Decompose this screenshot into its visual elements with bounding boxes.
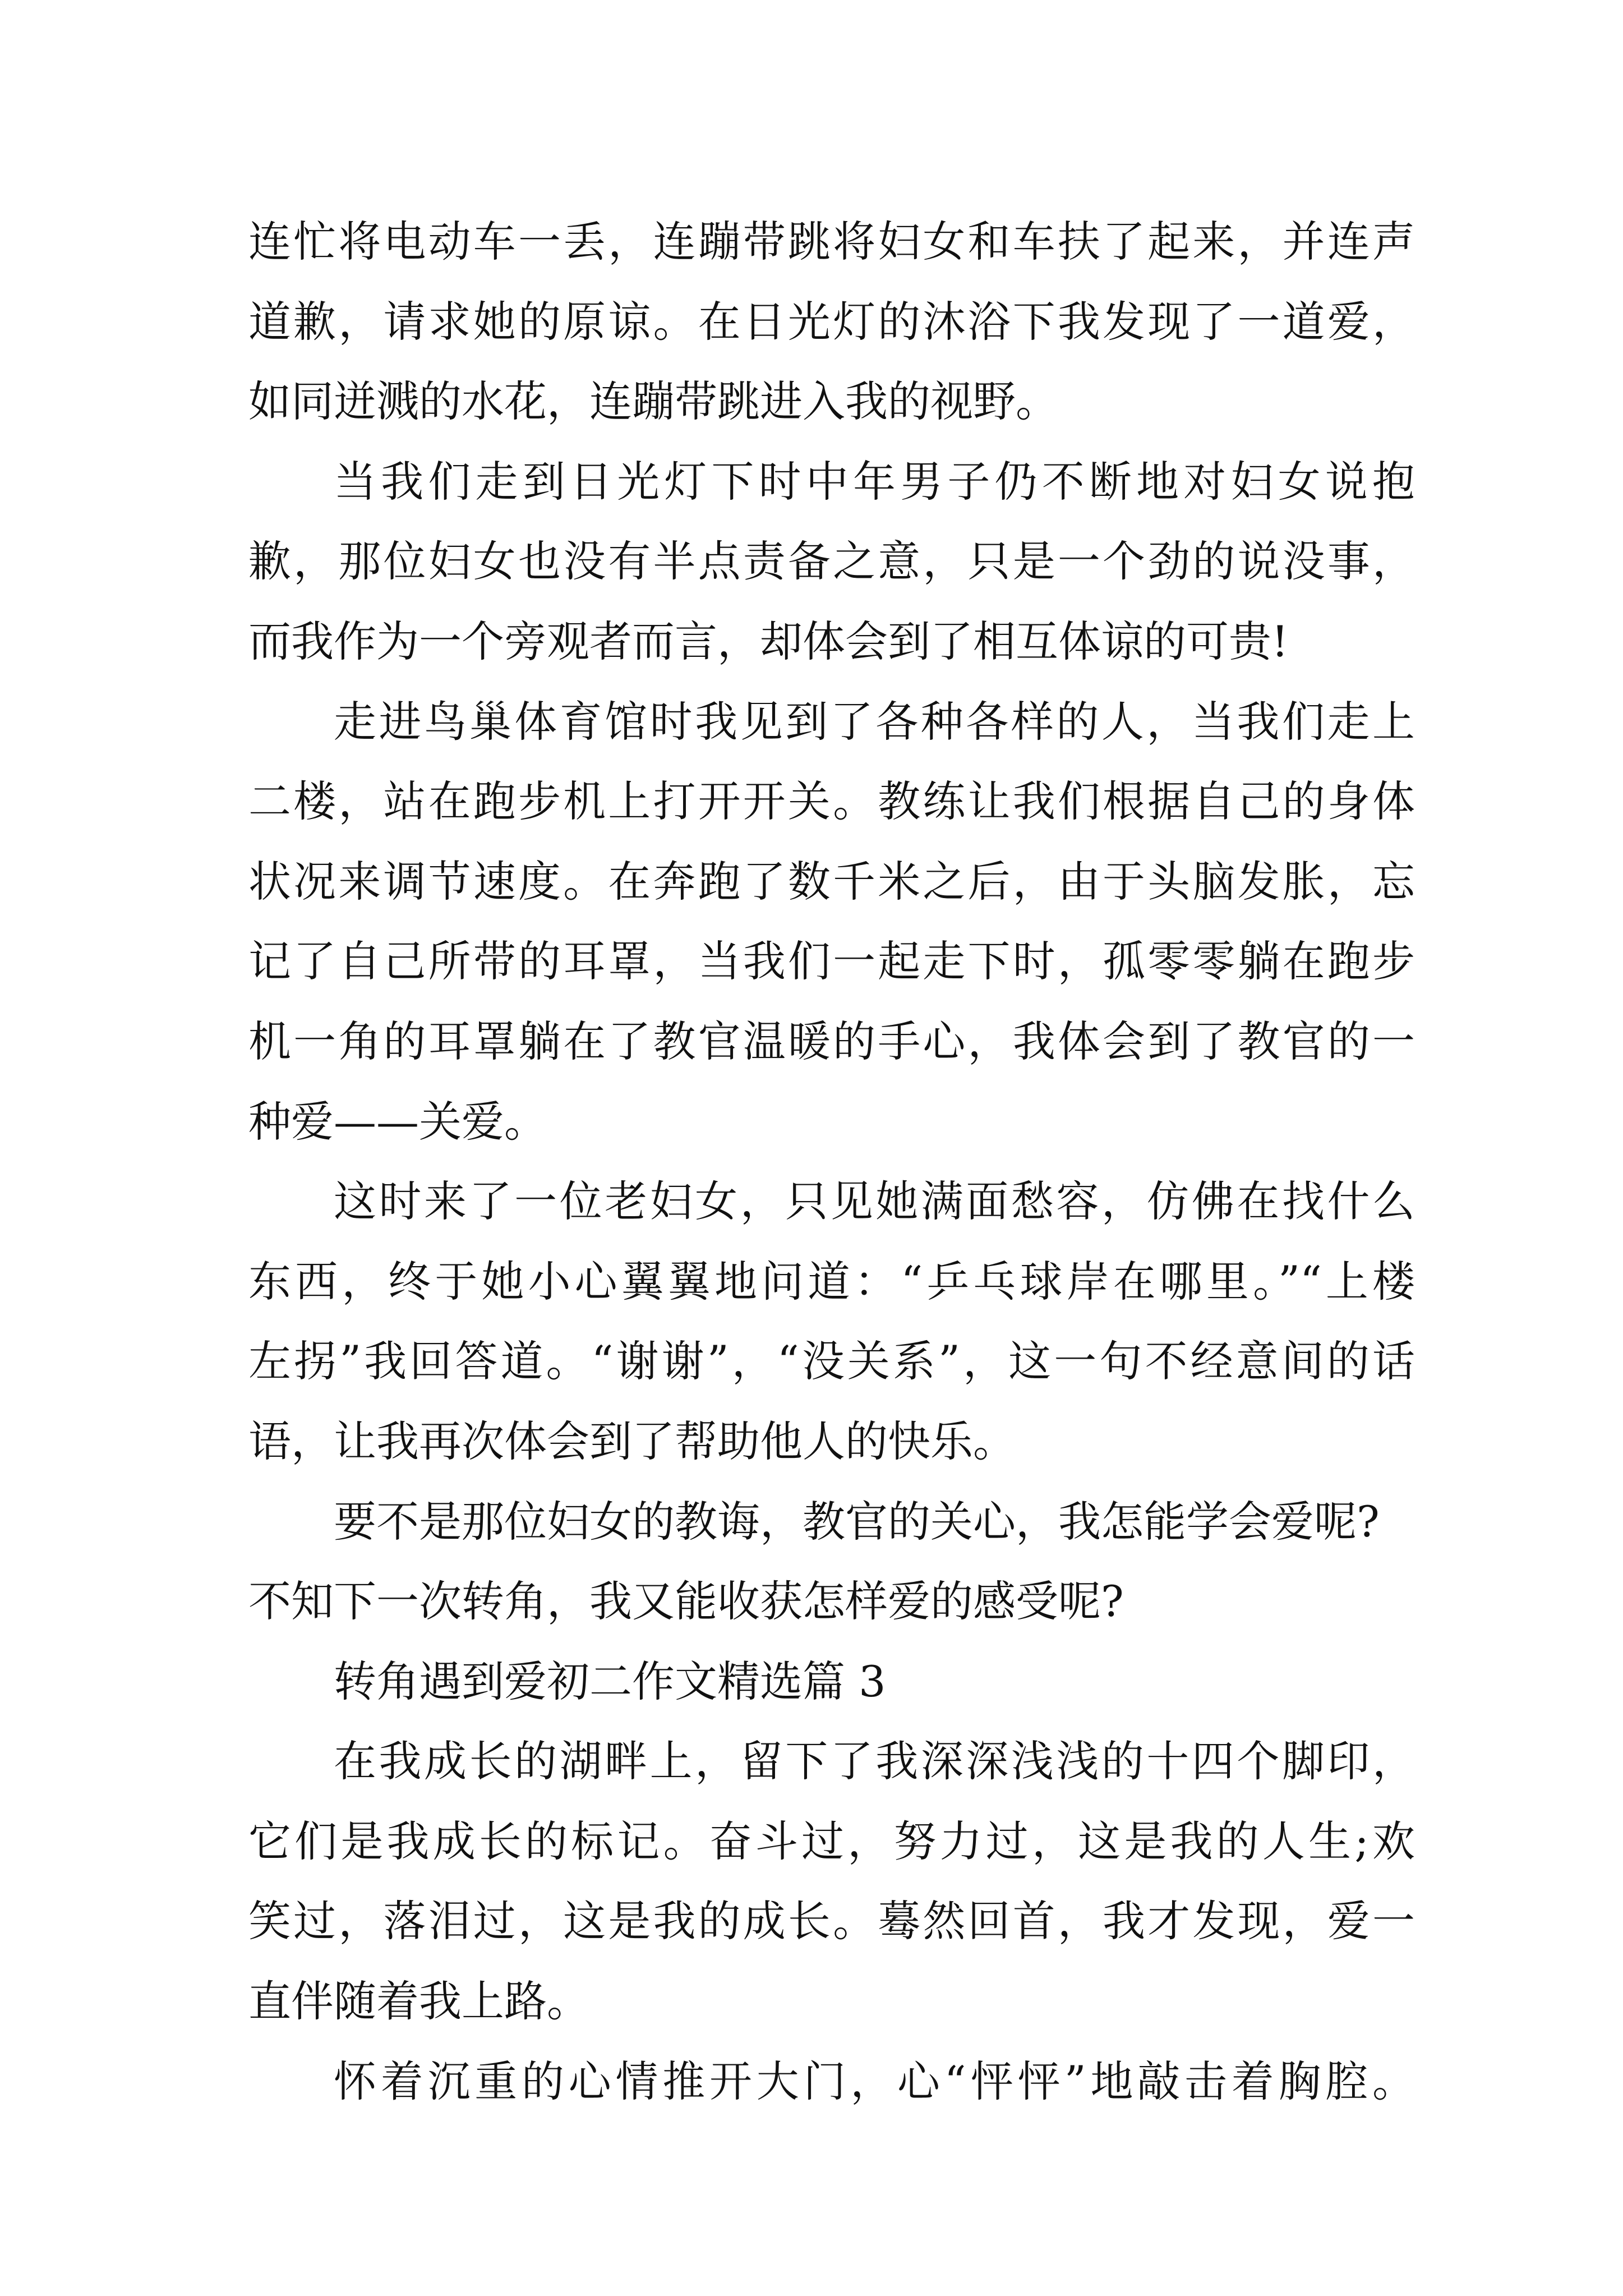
- paragraph-start-line: 这时来了一位老妇女，只见她满面愁容，仿佛在找什么: [334, 1176, 1415, 1227]
- text-line: 记了自己所带的耳罩，当我们一起走下时，孤零零躺在跑步: [248, 936, 1415, 987]
- text-line: 如同迸溅的水花，连蹦带跳进入我的视野。: [248, 376, 1058, 427]
- text-line: 状况来调节速度。在奔跑了数千米之后，由于头脑发胀，忘: [248, 856, 1415, 907]
- paragraph-start-line: 怀着沉重的心情推开大门，心“怦怦”地敲击着胸腔。: [334, 2056, 1415, 2106]
- paragraph-start-line: 要不是那位妇女的教诲，教官的关心，我怎能学会爱呢?: [334, 1496, 1380, 1547]
- text-line: 种爱——关爱。: [248, 1096, 547, 1147]
- section-heading: 转角遇到爱初二作文精选篇 3: [334, 1656, 886, 1706]
- text-line: 笑过，落泪过，这是我的成长。蓦然回首，我才发现，爱一: [248, 1896, 1415, 1947]
- text-line: 左拐”我回答道。“谢谢”，“没关系”，这一句不经意间的话: [248, 1336, 1415, 1387]
- text-line: 语，让我再次体会到了帮助他人的快乐。: [248, 1416, 1016, 1466]
- text-line: 机一角的耳罩躺在了教官温暖的手心，我体会到了教官的一: [248, 1016, 1415, 1066]
- text-line: 而我作为一个旁观者而言，却体会到了相互体谅的可贵!: [248, 616, 1289, 666]
- text-line: 东西，终于她小心翼翼地问道：“乒乓球岸在哪里。”“上楼: [248, 1256, 1415, 1306]
- paragraph-start-line: 在我成长的湖畔上，留下了我深深浅浅的十四个脚印，: [334, 1736, 1415, 1787]
- text-line: 连忙将电动车一丢，连蹦带跳将妇女和车扶了起来，并连声: [248, 217, 1415, 266]
- essay-text: [248, 202, 1415, 2122]
- text-line: 二楼，站在跑步机上打开开关。教练让我们根据自己的身体: [248, 776, 1415, 827]
- text-line: 道歉，请求她的原谅。在日光灯的沐浴下我发现了一道爱，: [248, 296, 1415, 347]
- text-line: 歉，那位妇女也没有半点责备之意，只是一个劲的说没事，: [248, 536, 1415, 587]
- text-line: 直伴随着我上路。: [248, 1976, 589, 2027]
- paragraph-start-line: 当我们走到日光灯下时中年男子仍不断地对妇女说抱: [334, 456, 1415, 507]
- text-line: 它们是我成长的标记。奋斗过，努力过，这是我的人生;欢: [248, 1816, 1415, 1866]
- text-line: 不知下一次转角，我又能收获怎样爱的感受呢?: [248, 1576, 1124, 1627]
- paragraph-start-line: 走进鸟巢体育馆时我见到了各种各样的人，当我们走上: [334, 696, 1415, 747]
